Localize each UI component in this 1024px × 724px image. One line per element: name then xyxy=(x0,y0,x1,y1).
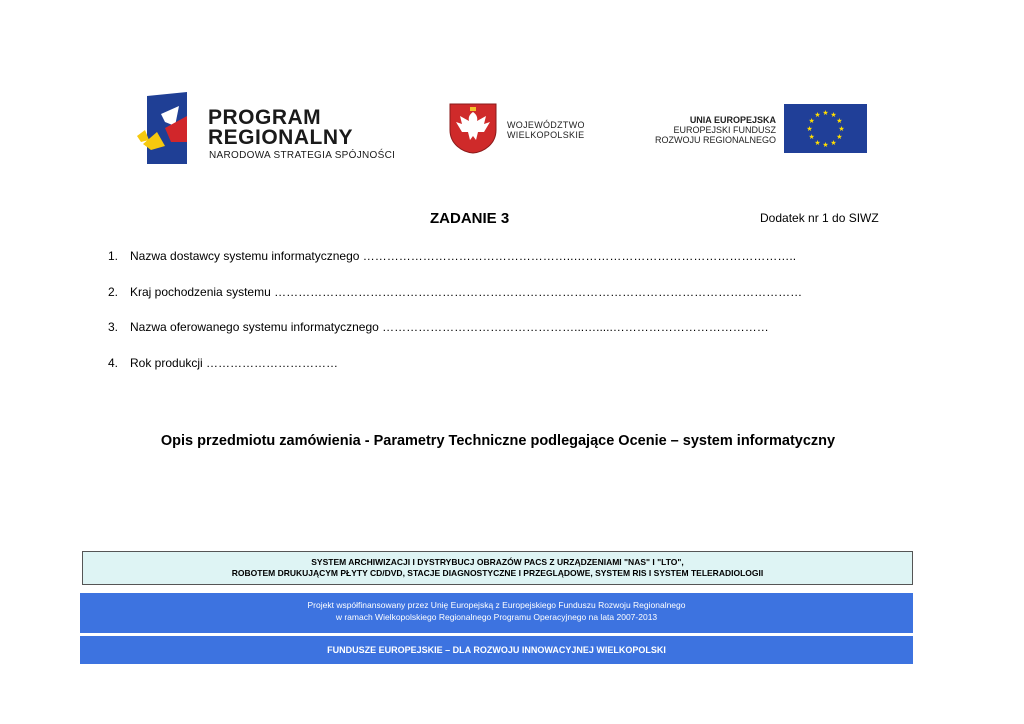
eu-star-icon: ★ xyxy=(830,139,837,147)
form-item-text: Rok produkcji …………………………… xyxy=(130,356,339,370)
system-box-line1: SYSTEM ARCHIWIZACJI I DYSTRYBUCJ OBRAZÓW PACS Z URZĄDZENIAMI "NAS" I "LTO", xyxy=(311,557,684,567)
form-item xyxy=(108,285,802,299)
form-item-text: Kraj pochodzenia systemu …………………………………………………………………………………………………………………… xyxy=(130,285,803,299)
eu-star-icon: ★ xyxy=(806,126,813,133)
eu-line2: EUROPEJSKI FUNDUSZ xyxy=(673,125,776,135)
annex-label: Dodatek nr 1 do SIWZ xyxy=(760,211,879,225)
form-item xyxy=(108,356,338,370)
eu-text xyxy=(620,115,776,145)
eu-star-icon: ★ xyxy=(808,118,815,125)
eu-line3: ROZWOJU REGIONALNEGO xyxy=(654,135,776,145)
form-item-text: Nazwa dostawcy systemu informatycznego ……………………………………………..……………………………………………….. xyxy=(130,249,797,263)
form-item xyxy=(108,320,769,334)
form-item-number: 4. xyxy=(108,356,119,370)
eu-line1: UNIA EUROPEJSKA xyxy=(689,115,776,125)
description-heading: Opis przedmiotu zamówienia - Parametry Techniczne podlegające Ocenie – system informatyczny xyxy=(160,433,836,449)
funding-box-line1: Projekt współfinansowany przez Unię Europejską z Europejskiego Funduszu Rozwoju Regionalnego xyxy=(307,600,686,610)
eu-star-icon: ★ xyxy=(814,112,821,120)
form-item xyxy=(108,249,796,263)
wojewodztwo-line1: WOJEWÓDZTWO xyxy=(507,120,585,130)
eu-star-icon: ★ xyxy=(808,134,815,141)
form-item-text: Nazwa oferowanego systemu informatycznego …………………………………………...….....………………………………… xyxy=(130,320,769,334)
form-item-number: 1. xyxy=(108,249,119,263)
eu-star-icon: ★ xyxy=(830,112,837,120)
eu-star-icon: ★ xyxy=(838,126,845,133)
program-logo-line3: NARODOWA STRATEGIA SPÓJNOŚCI xyxy=(209,150,396,161)
funding-box-line2: w ramach Wielkopolskiego Regionalnego Programu Operacyjnego na lata 2007-2013 xyxy=(335,612,658,622)
wojewodztwo-shield-icon xyxy=(448,102,498,154)
eu-star-icon: ★ xyxy=(836,118,843,125)
funding-box xyxy=(80,593,913,633)
eu-flag-icon xyxy=(784,104,867,153)
page-title: ZADANIE 3 xyxy=(430,210,510,227)
form-item-number: 2. xyxy=(108,285,119,299)
wojewodztwo-line2: WIELKOPOLSKIE xyxy=(507,130,585,140)
wojewodztwo-text xyxy=(507,120,585,140)
system-box-line2: ROBOTEM DRUKUJĄCYM PŁYTY CD/DVD, STACJE DIAGNOSTYCZNE I PRZEGLĄDOWE, SYSTEM RIS I SYSTEM TELERADIOLOGII xyxy=(231,568,764,578)
eu-star-icon: ★ xyxy=(822,110,829,117)
program-logo-line1: PROGRAM xyxy=(208,106,322,129)
form-item-number: 3. xyxy=(108,320,119,334)
eu-star-icon: ★ xyxy=(814,139,821,147)
eu-star-icon: ★ xyxy=(822,142,829,149)
system-box xyxy=(82,551,913,585)
program-regionalny-logo xyxy=(135,92,205,168)
program-logo-line2: REGIONALNY xyxy=(208,126,354,149)
eu-star-icon: ★ xyxy=(836,134,843,141)
fundusze-box: FUNDUSZE EUROPEJSKIE – DLA ROZWOJU INNOWACYJNEJ WIELKOPOLSKI xyxy=(80,636,913,664)
